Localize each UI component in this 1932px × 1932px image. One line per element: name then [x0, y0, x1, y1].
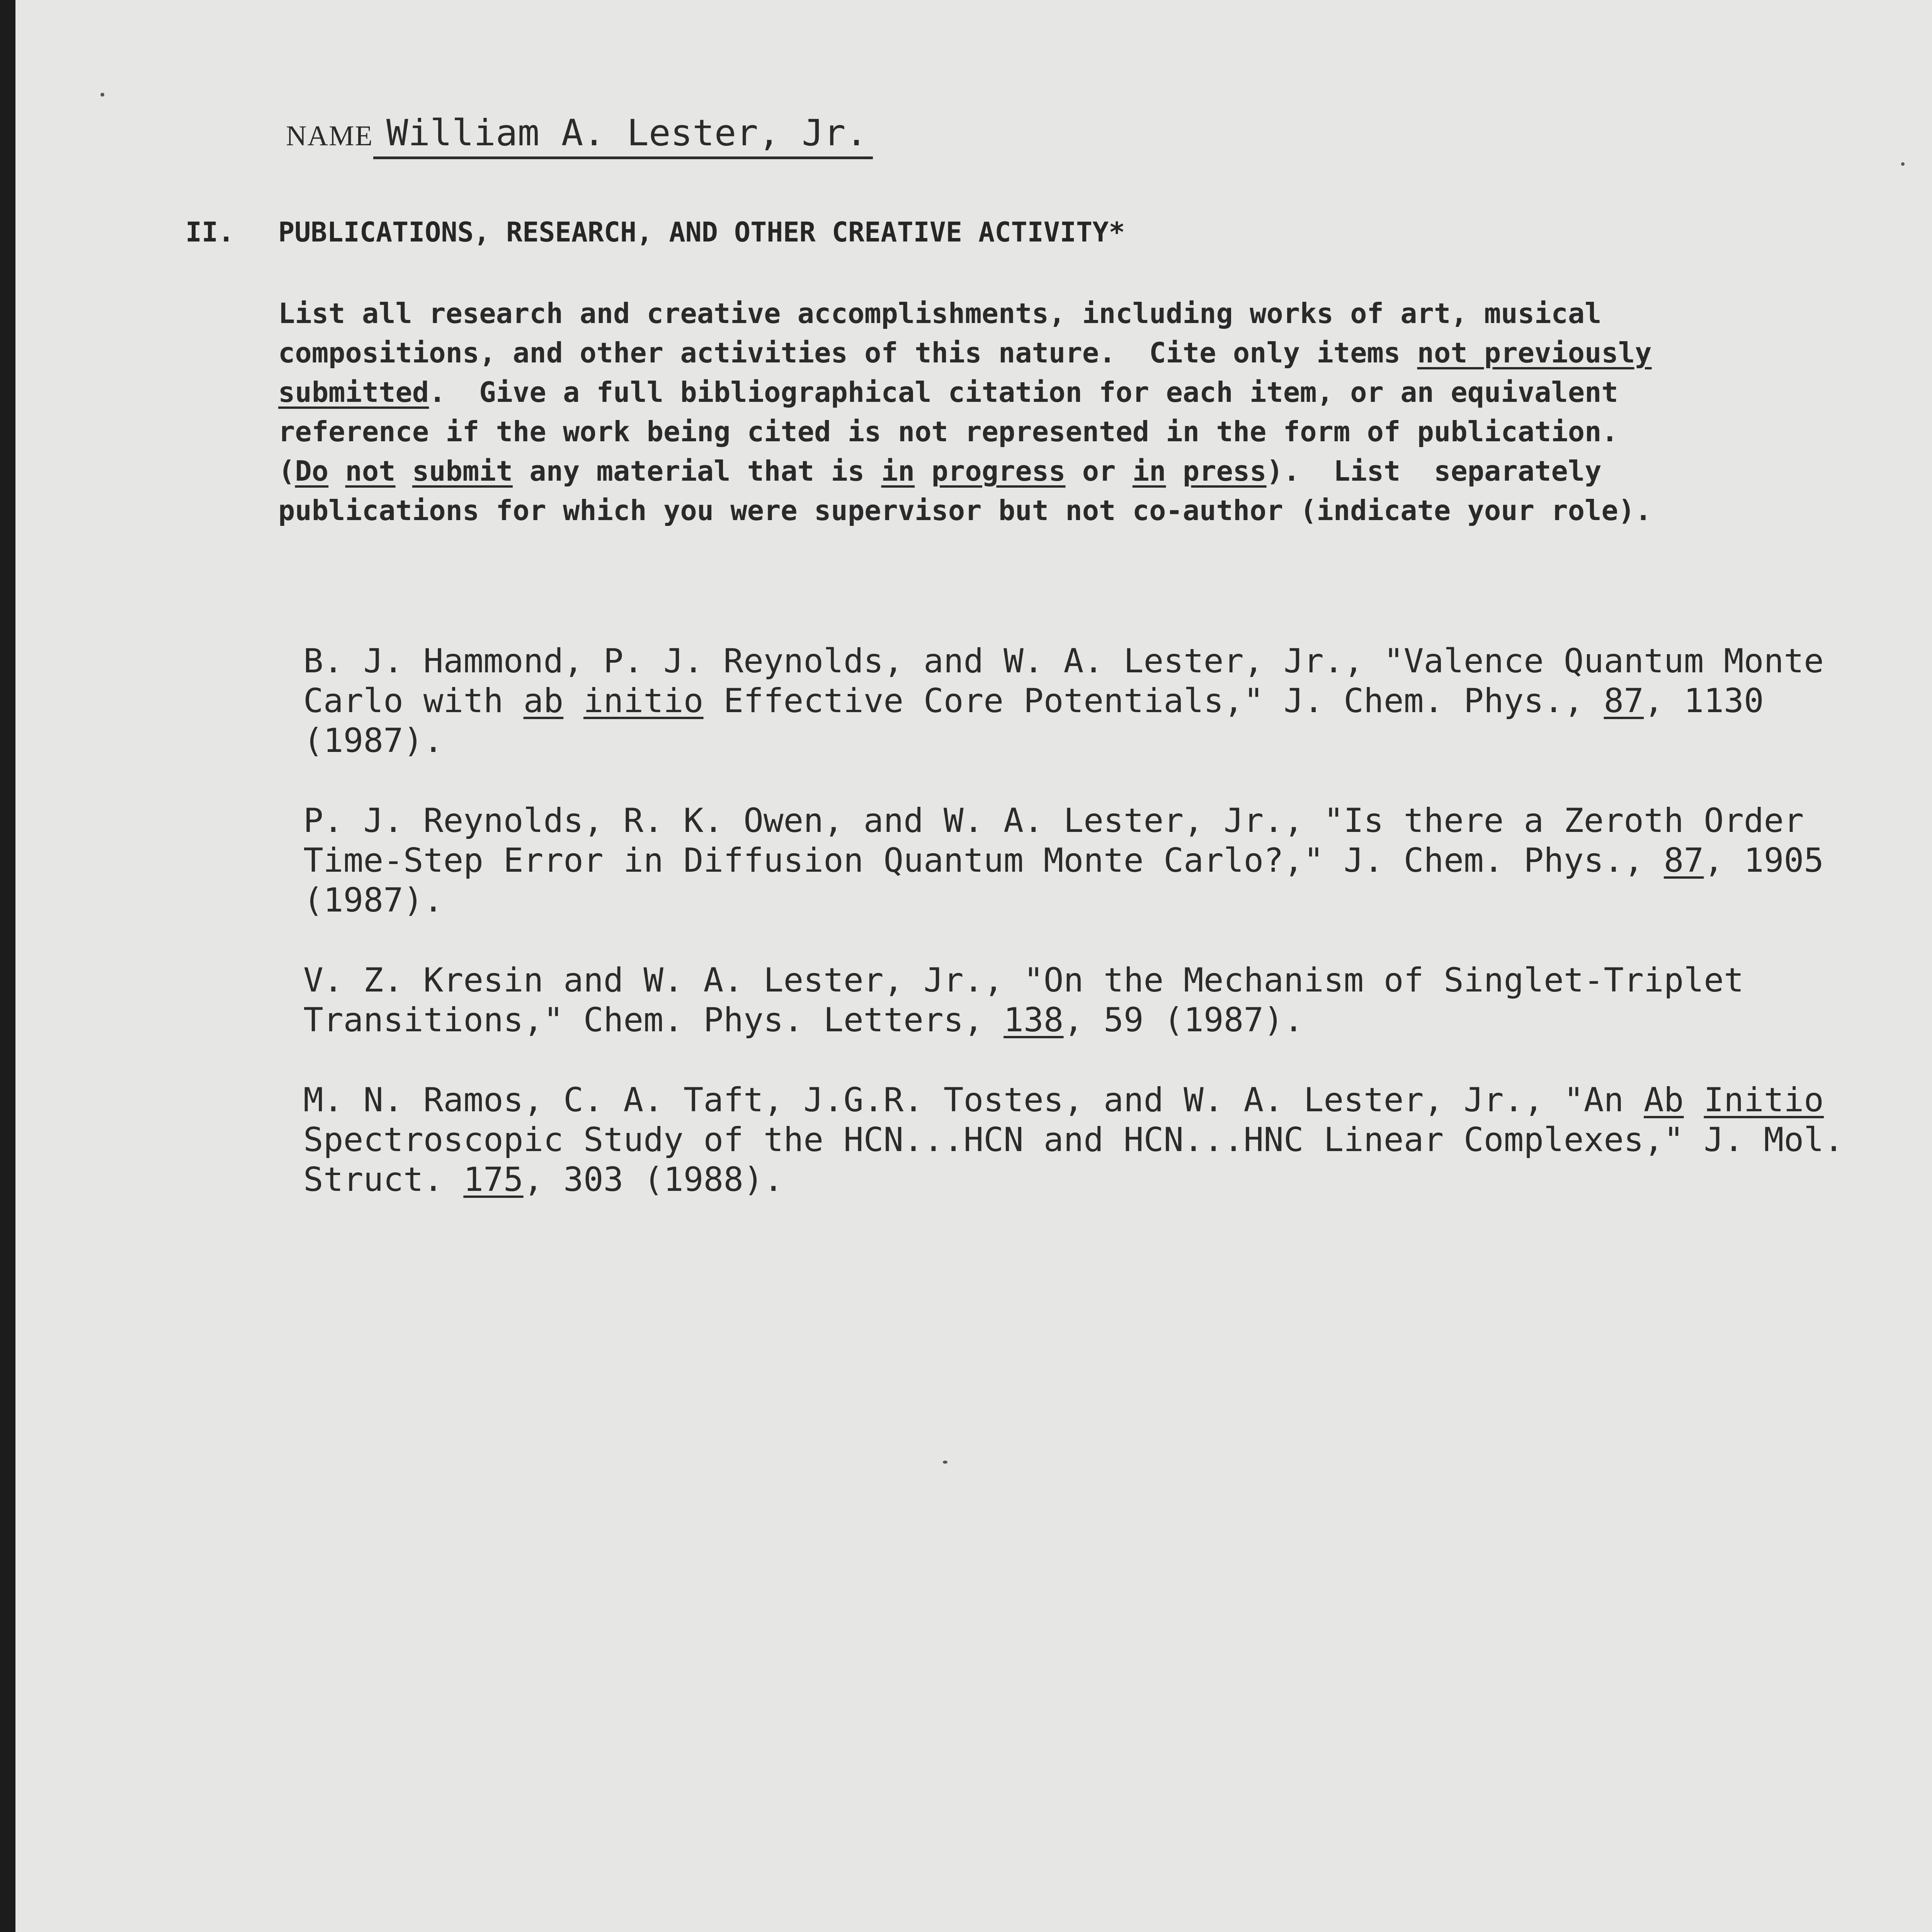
paper-speck [100, 93, 104, 97]
underlined-text: submitted [278, 376, 429, 408]
reference-line: (1987). [303, 881, 444, 920]
underlined-text: press [1182, 455, 1267, 487]
section-title: PUBLICATIONS, RESEARCH, AND OTHER CREATIVE ACTIVITY* [278, 216, 1125, 248]
section-heading [185, 216, 1125, 248]
text-run: Effective Core Potentials," J. Chem. Phys., [703, 682, 1604, 720]
section-number: II. [185, 216, 235, 248]
underlined-text: not previously [1417, 337, 1652, 369]
underlined-text: Ab [1644, 1081, 1684, 1119]
reference-line [303, 1080, 1876, 1120]
underlined-text: initio [583, 682, 704, 720]
instructions-line: reference if the work being cited is not represented in the form of publication. [278, 415, 1618, 448]
reference-entry [303, 641, 1876, 761]
name-value: William A. Lester, Jr. [373, 112, 873, 159]
text-run: , 59 (1987). [1063, 1001, 1304, 1039]
references-list [303, 641, 1876, 1240]
reference-line [303, 841, 1876, 881]
reference-line: B. J. Hammond, P. J. Reynolds, and W. A. Lester, Jr., "Valence Quantum Monte [303, 642, 1824, 680]
paper-speck [1901, 162, 1905, 166]
volume-number: 87 [1604, 682, 1644, 720]
underlined-text: in [1132, 455, 1166, 487]
reference-line [303, 1160, 1876, 1200]
underlined-text: progress [931, 455, 1066, 487]
volume-number: 87 [1663, 841, 1704, 880]
reference-entry [303, 961, 1876, 1040]
text-run: Struct. [303, 1160, 464, 1199]
text-run: M. N. Ramos, C. A. Taft, J.G.R. Tostes, and W. A. Lester, Jr., "An [303, 1081, 1644, 1119]
instructions-line [278, 372, 1878, 412]
instructions-line [278, 451, 1878, 491]
reference-line [303, 681, 1876, 721]
underlined-text: Initio [1704, 1081, 1824, 1119]
text-run: . Give a full bibliographical citation for each item, or an equivalent [429, 376, 1618, 408]
document-page [15, 0, 1932, 1932]
text-run: , 1905 [1704, 841, 1824, 880]
text-run: , 1130 [1644, 682, 1764, 720]
instructions-line: publications for which you were supervisor but not co-author (indicate your role). [278, 494, 1652, 527]
text-run: compositions, and other activities of this nature. Cite only items [278, 337, 1417, 369]
reference-entry [303, 801, 1876, 920]
text-run: any material that is [512, 455, 881, 487]
reference-line: V. Z. Kresin and W. A. Lester, Jr., "On the Mechanism of Singlet-Triplet [303, 961, 1744, 1000]
underlined-text: submit [412, 455, 513, 487]
text-run: , 303 (1988). [523, 1160, 784, 1199]
volume-number: 175 [463, 1160, 524, 1199]
reference-line: (1987). [303, 721, 444, 760]
volume-number: 138 [1003, 1001, 1064, 1039]
instructions-line [278, 333, 1878, 372]
text-run: ). List separately [1266, 455, 1602, 487]
paper-speck [943, 1461, 947, 1464]
reference-entry [303, 1080, 1876, 1200]
underlined-text: ab [523, 682, 564, 720]
text-run: ( [278, 455, 295, 487]
reference-line: P. J. Reynolds, R. K. Owen, and W. A. Lester, Jr., "Is there a Zeroth Order [303, 801, 1804, 840]
name-field [286, 112, 873, 159]
instructions-line: List all research and creative accomplishments, including works of art, musical [278, 297, 1602, 330]
reference-line [303, 1000, 1876, 1040]
text-run: Transitions," Chem. Phys. Letters, [303, 1001, 1004, 1039]
reference-line: Spectroscopic Study of the HCN...HCN and HCN...HNC Linear Complexes," J. Mol. [303, 1121, 1844, 1159]
text-run: Time-Step Error in Diffusion Quantum Monte Carlo?," J. Chem. Phys., [303, 841, 1664, 880]
text-run: or [1065, 455, 1133, 487]
underlined-text: Do [295, 455, 329, 487]
underlined-text: not [345, 455, 396, 487]
instructions-paragraph [278, 294, 1878, 530]
underlined-text: in [881, 455, 915, 487]
name-label: NAME [286, 120, 373, 152]
text-run: Carlo with [303, 682, 524, 720]
